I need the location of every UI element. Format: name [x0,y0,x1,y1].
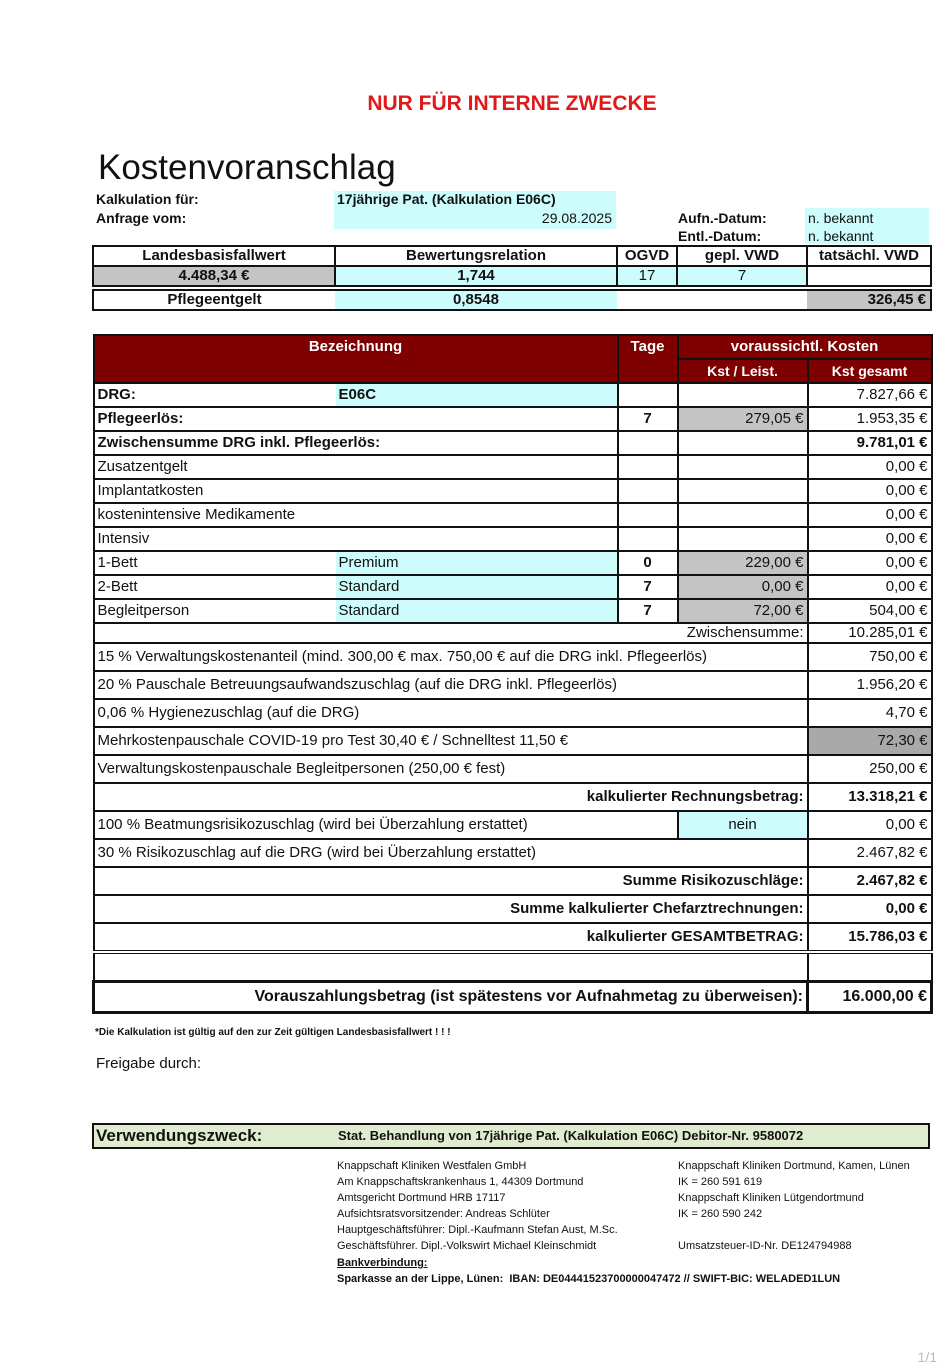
gesamt-value: 15.786,03 € [808,923,932,952]
anfrage-value[interactable]: 29.08.2025 [541,210,612,226]
zwischensumme-row [94,623,932,643]
beatmung-select[interactable]: nein [678,811,808,839]
beatmung-label: 100 % Beatmungsrisikozuschlag (wird bei Überzahlung erstattet) [94,811,678,839]
bank-label: Bankverbindung: [337,1257,428,1269]
row-tage [618,479,678,503]
footer-line: Aufsichtsratsvorsitzender: Andreas Schlüter [337,1208,550,1220]
chefarzt-row [94,895,932,923]
page-indicator: 1/1 [917,1349,937,1365]
row-tage [618,431,678,455]
row-label: DRG: [94,383,336,407]
table-row [94,551,932,575]
row-label: Intensiv [94,527,618,551]
risiko-value: 2.467,82 € [808,839,932,867]
pflegeentgelt-spacer [617,290,807,310]
aufn-datum-label: Aufn.-Datum: [678,210,767,226]
summe-risiko-label: Summe Risikozuschläge: [94,867,808,895]
verwendungszweck-label: Verwendungszweck: [96,1126,263,1145]
row-tage [618,455,678,479]
entl-datum-label: Entl.-Datum: [678,228,762,244]
col-voraussichtl-kosten: voraussichtl. Kosten [678,335,932,359]
gesamt-row [94,923,932,952]
tatsaechl-vwd-value[interactable] [807,266,931,286]
row-label: Implantatkosten [94,479,618,503]
surcharge-label: Verwaltungskostenpauschale Begleitpersonen (250,00 € fest) [94,755,808,783]
row-tage[interactable]: 0 [618,551,678,575]
table-row [94,407,932,431]
surcharge-value: 4,70 € [808,699,932,727]
col-tatsaechl-vwd: tatsächl. VWD [807,246,931,266]
row-tage[interactable]: 7 [618,599,678,623]
entl-datum-value[interactable]: n. bekannt [808,228,874,244]
col-kst-leist: Kst / Leist. [678,359,808,383]
table-row [94,455,932,479]
row-tage [618,527,678,551]
surcharge-row [94,727,932,755]
verwendungszweck-box [92,1123,930,1149]
bank-details: Sparkasse an der Lippe, Lünen: IBAN: DE04441523700000047472 // SWIFT-BIC: WELADED1LUN [337,1273,841,1285]
parameter-table [92,245,932,287]
table-row [94,575,932,599]
kalkulation-label: Kalkulation für: [96,191,199,207]
row-kst [678,455,808,479]
table-row [94,503,932,527]
verwendungszweck-value: Stat. Behandlung von 17jährige Pat. (Kalkulation E06C) Debitor-Nr. 9580072 [338,1128,804,1143]
surcharge-row [94,671,932,699]
footer-line: Amtsgericht Dortmund HRB 17117 [337,1192,506,1204]
surcharge-row [94,643,932,671]
table-row [94,479,932,503]
row-gesamt: 0,00 € [808,455,932,479]
surcharge-label: 0,06 % Hygienezuschlag (auf die DRG) [94,699,808,727]
row-kst [678,527,808,551]
footer-line: Knappschaft Kliniken Lütgendortmund [678,1192,864,1204]
footer-line: Umsatzsteuer-ID-Nr. DE124794988 [678,1240,852,1252]
col-ogvd: OGVD [617,246,677,266]
internal-use-banner: NUR FÜR INTERNE ZWECKE [367,92,657,115]
row-label: Pflegeerlös: [94,407,618,431]
rechnungsbetrag-value: 13.318,21 € [808,783,932,811]
surcharge-value: 750,00 € [808,643,932,671]
chefarzt-value: 0,00 € [808,895,932,923]
empty-cell [808,952,932,982]
vorauszahlung-label: Vorauszahlungsbetrag (ist spätestens vor Aufnahmetag zu überweisen): [94,982,808,1013]
surcharge-label: Mehrkostenpauschale COVID-19 pro Test 30,40 € / Schnelltest 11,50 € [94,727,808,755]
col-bewertungsrelation: Bewertungsrelation [335,246,617,266]
footer-line: Hauptgeschäftsführer: Dipl.-Kaufmann Stefan Aust, M.Sc. [337,1224,618,1236]
footer-line: Am Knappschaftskrankenhaus 1, 44309 Dortmund [337,1176,584,1188]
anfrage-label: Anfrage vom: [96,210,187,226]
footer-line: Geschäftsführer. Dipl.-Volkswirt Michael Kleinschmidt [337,1240,597,1252]
row-label: Zwischensumme DRG inkl. Pflegeerlös: [94,431,618,455]
table-row [94,599,932,623]
zwischensumme-value: 10.285,01 € [808,623,932,643]
row-gesamt: 0,00 € [808,479,932,503]
row-label: 2-Bett [94,575,336,599]
summe-risiko-value: 2.467,82 € [808,867,932,895]
companion-category[interactable]: Standard [336,599,618,623]
row-label: kostenintensive Medikamente [94,503,618,527]
row-kst [678,503,808,527]
row-gesamt: 0,00 € [808,503,932,527]
col-landesbasisfallwert: Landesbasisfallwert [93,246,335,266]
footer-line: Knappschaft Kliniken Dortmund, Kamen, Lünen [678,1160,910,1172]
kalkulation-value: 17jährige Pat. (Kalkulation E06C) [337,191,556,207]
empty-cell [94,952,808,982]
surcharge-label: 15 % Verwaltungskostenanteil (mind. 300,00 € max. 750,00 € auf die DRG inkl. Pflegeerlös) [94,643,808,671]
cost-table [92,334,933,1014]
empty-row [94,952,932,982]
landesbasisfallwert-value: 4.488,34 € [93,266,335,286]
footer-line: Knappschaft Kliniken Westfalen GmbH [337,1160,527,1172]
row-gesamt: 0,00 € [808,527,932,551]
page-title: Kostenvoranschlag [98,148,396,187]
row-gesamt: 7.827,66 € [808,383,932,407]
table-row [94,527,932,551]
table-row [94,431,932,455]
freigabe-label: Freigabe durch: [96,1055,202,1072]
pflegeentgelt-label: Pflegeentgelt [167,291,262,308]
rechnungsbetrag-label: kalkulierter Rechnungsbetrag: [94,783,808,811]
footer-clinic-info [678,1158,910,1254]
zwischensumme-label: Zwischensumme: [94,623,808,643]
surcharge-label: 20 % Pauschale Betreuungsaufwandszuschlag (auf die DRG inkl. Pflegeerlös) [94,671,808,699]
drg-code[interactable]: E06C [336,383,618,407]
footer-line: IK = 260 591 619 [678,1176,763,1188]
surcharge-value: 250,00 € [808,755,932,783]
validity-note: *Die Kalkulation ist gültig auf den zur Zeit gültigen Landesbasisfallwert ! ! ! [95,1027,451,1038]
row-gesamt: 1.953,35 € [808,407,932,431]
footer-line: IK = 260 590 242 [678,1208,763,1220]
row-tage: 7 [618,407,678,431]
room-category[interactable]: Premium [336,551,618,575]
row-tage [618,503,678,527]
aufn-datum-value[interactable]: n. bekannt [808,210,874,226]
risiko-label: 30 % Risikozuschlag auf die DRG (wird bei Überzahlung erstattet) [94,839,808,867]
col-gepl-vwd: gepl. VWD [677,246,807,266]
footer-line [678,1222,910,1238]
surcharge-value[interactable]: 72,30 € [808,727,932,755]
row-kst [678,383,808,407]
beatmung-row [94,811,932,839]
gepl-vwd-value[interactable]: 7 [677,266,807,286]
vorauszahlung-row [94,982,932,1013]
risiko-row [94,839,932,867]
row-kst [678,431,808,455]
pflegeentgelt-total: 326,45 € [807,290,931,310]
gesamt-label: kalkulierter GESAMTBETRAG: [94,923,808,952]
row-gesamt: 504,00 € [808,599,932,623]
row-label: Zusatzentgelt [94,455,618,479]
pflegeentgelt-table [92,289,932,311]
row-tage [618,383,678,407]
chefarzt-label: Summe kalkulierter Chefarztrechnungen: [94,895,808,923]
row-kst: 0,00 € [678,575,808,599]
bewertungsrelation-value[interactable]: 1,744 [335,266,617,286]
row-tage[interactable]: 7 [618,575,678,599]
footer-company-info [337,1158,618,1254]
row-gesamt: 9.781,01 € [808,431,932,455]
row-kst [678,479,808,503]
col-kst-gesamt: Kst gesamt [808,359,932,383]
ogvd-value[interactable]: 17 [617,266,677,286]
row-gesamt: 0,00 € [808,575,932,599]
row-gesamt: 0,00 € [808,551,932,575]
surcharge-row [94,755,932,783]
surcharge-value: 1.956,20 € [808,671,932,699]
summe-risiko-row [94,867,932,895]
row-label: Begleitperson [94,599,336,623]
row-label: 1-Bett [94,551,336,575]
table-row [94,383,932,407]
pflegeentgelt-value[interactable]: 0,8548 [335,290,617,310]
row-kst: 72,00 € [678,599,808,623]
vorauszahlung-value: 16.000,00 € [808,982,932,1013]
row-kst: 229,00 € [678,551,808,575]
beatmung-value: 0,00 € [808,811,932,839]
surcharge-row [94,699,932,727]
rechnungsbetrag-row [94,783,932,811]
col-tage: Tage [618,335,678,383]
room-category[interactable]: Standard [336,575,618,599]
col-bezeichnung: Bezeichnung [94,335,618,383]
row-kst: 279,05 € [678,407,808,431]
